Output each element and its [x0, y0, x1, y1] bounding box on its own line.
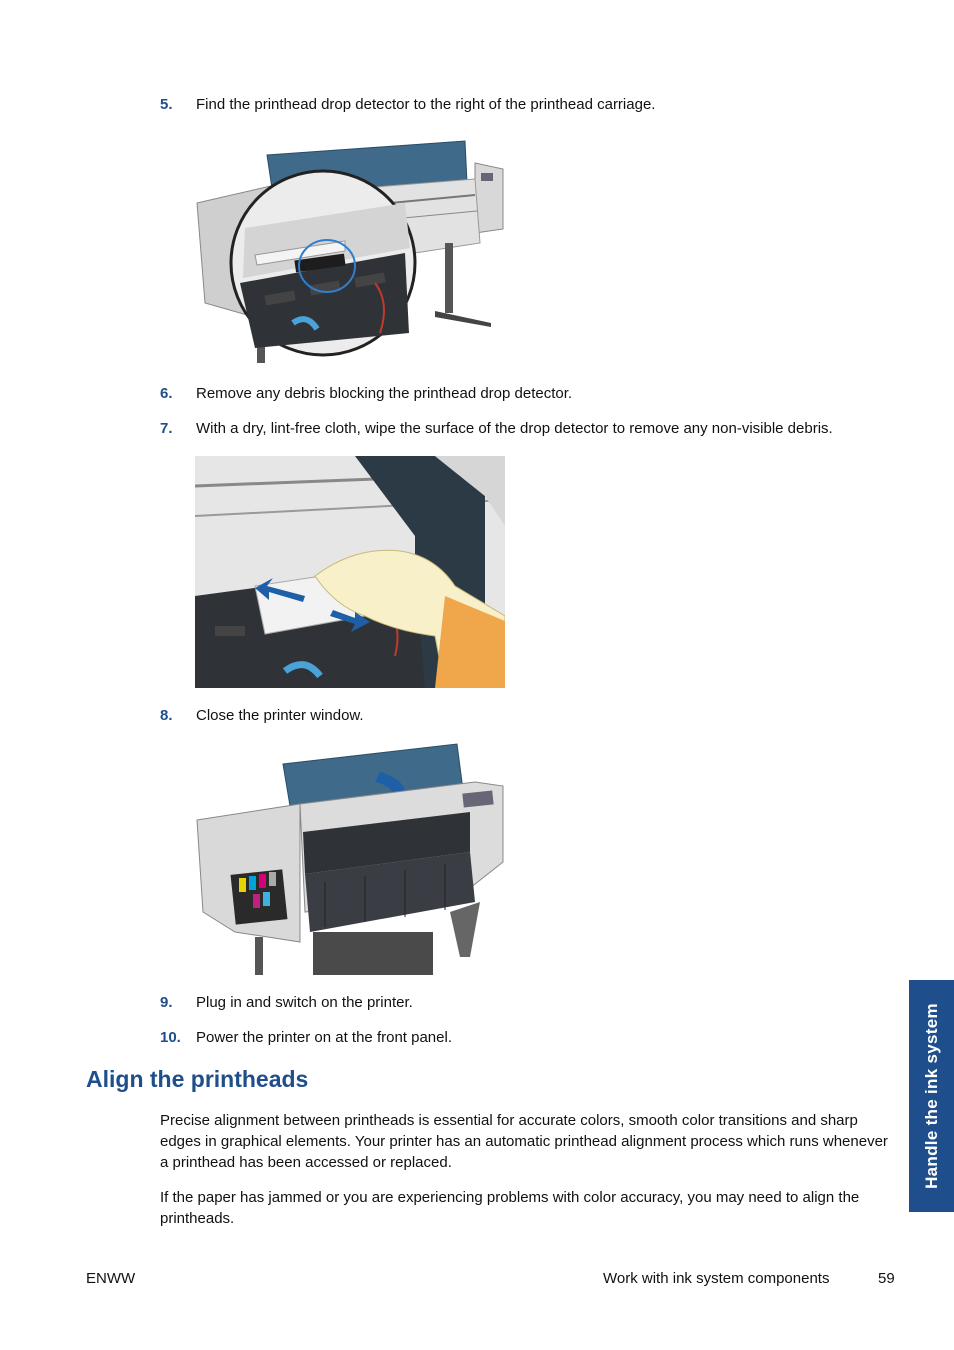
close-window-illustration — [195, 742, 505, 975]
section-paragraph-1: Precise alignment between printheads is essential for accurate colors, smooth color transitions and sharp edges in graphical elements. Your printer has an automatic printhead alignment process which runs whenever a printhead has been accessed or replaced. — [160, 1112, 888, 1171]
step-text: With a dry, lint-free cloth, wipe the surface of the drop detector to remove any non-visible debris. — [196, 420, 833, 437]
step-7 — [160, 420, 833, 437]
step-number: 6. — [160, 385, 173, 402]
chapter-side-tab-label: Handle the ink system — [921, 1003, 941, 1189]
step-text: Close the printer window. — [196, 707, 364, 724]
page-number: 59 — [878, 1270, 895, 1287]
step-10 — [160, 1029, 452, 1046]
step-5 — [160, 96, 655, 113]
drop-detector-location-illustration — [195, 133, 507, 365]
section-paragraph-2: If the paper has jammed or you are experiencing problems with color accuracy, you may need to align the printheads. — [160, 1189, 860, 1227]
step-text: Plug in and switch on the printer. — [196, 994, 413, 1011]
step-9 — [160, 994, 413, 1011]
footer-chapter: Work with ink system components — [603, 1270, 830, 1287]
step-number: 9. — [160, 994, 173, 1011]
chapter-side-tab — [909, 980, 954, 1212]
step-number: 7. — [160, 420, 173, 437]
step-number: 10. — [160, 1029, 181, 1046]
footer-left: ENWW — [86, 1270, 136, 1287]
step-text: Power the printer on at the front panel. — [196, 1029, 452, 1046]
step-text: Find the printhead drop detector to the right of the printhead carriage. — [196, 96, 656, 113]
step-text: Remove any debris blocking the printhead drop detector. — [196, 385, 573, 402]
step-6 — [160, 385, 572, 402]
step-8 — [160, 707, 364, 724]
section-heading: Align the printheads — [86, 1066, 309, 1092]
step-number: 8. — [160, 707, 173, 724]
step-number: 5. — [160, 96, 173, 113]
wipe-drop-detector-illustration — [195, 456, 505, 688]
